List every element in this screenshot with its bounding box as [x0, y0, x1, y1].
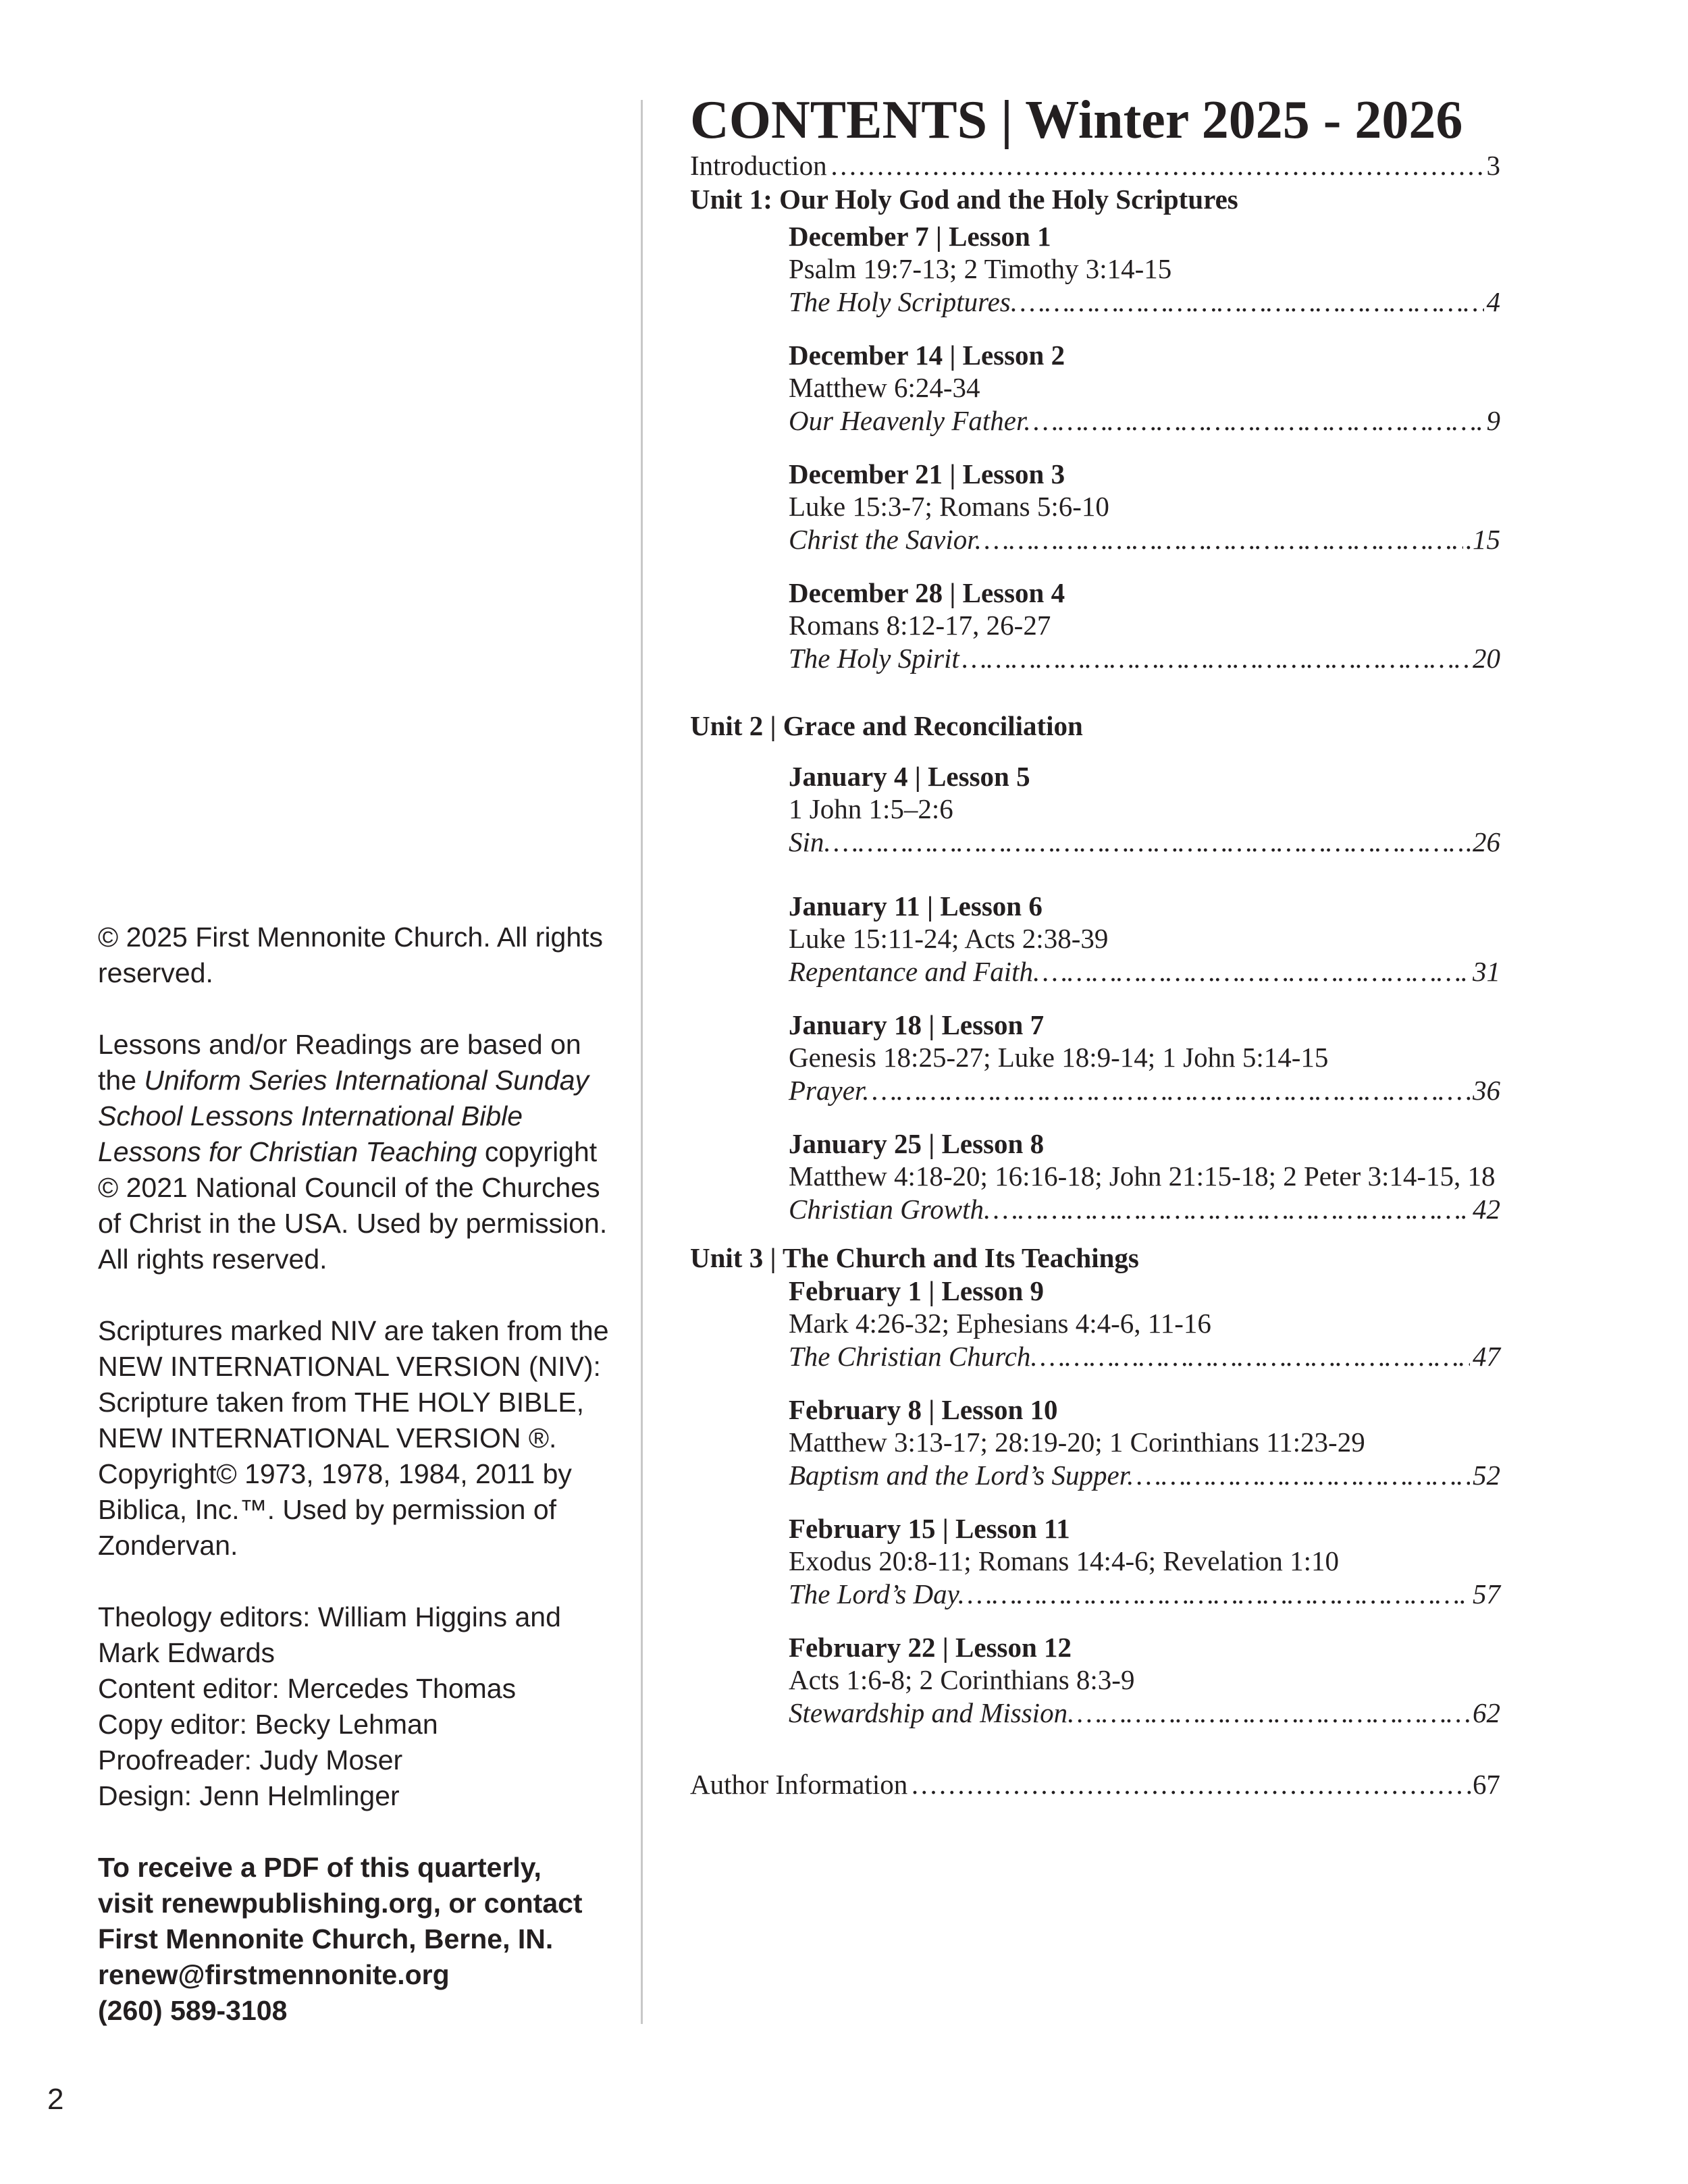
toc-label: Introduction — [690, 150, 827, 181]
unit-heading: Unit 3 | The Church and Its Teachings — [690, 1242, 1139, 1273]
credit-line: Design: Jenn Helmlinger — [98, 1780, 400, 1811]
lessons-note-series-title: Uniform Series International Sunday School Lessons International Bible Lessons for Christian Teaching — [98, 1065, 589, 1167]
toc-label: Author Information — [690, 1769, 908, 1800]
lesson-page: .15 — [1465, 524, 1500, 555]
lesson-title: The Holy Scriptures. — [789, 286, 1018, 317]
lesson-page: 20 — [1473, 643, 1500, 674]
lesson-heading: December 21 | Lesson 3 — [789, 458, 1065, 489]
toc-introduction — [690, 149, 1500, 182]
lesson-heading: February 15 | Lesson 11 — [789, 1513, 1070, 1544]
credit-line: Proofreader: Judy Moser — [98, 1744, 403, 1776]
lesson-page: 31 — [1473, 956, 1500, 987]
lesson-scripture: Psalm 19:7-13; 2 Timothy 3:14-15 — [789, 253, 1172, 284]
credit-line: Copy editor: Becky Lehman — [98, 1709, 438, 1740]
contact-info — [98, 1850, 611, 2029]
lesson-page: 47 — [1473, 1341, 1500, 1372]
page-number: 2 — [47, 2083, 64, 2116]
unit-heading: Unit 2 | Grace and Reconciliation — [690, 710, 1083, 741]
dot-leader — [872, 1074, 1463, 1107]
lesson-title-row — [789, 1697, 1500, 1730]
lesson-entry — [789, 760, 1500, 859]
lesson-entry — [789, 458, 1500, 556]
lesson-heading: December 28 | Lesson 4 — [789, 577, 1065, 608]
toc-page: 3 — [1486, 150, 1500, 181]
lesson-heading: January 4 | Lesson 5 — [789, 761, 1030, 792]
lesson-heading: January 18 | Lesson 7 — [789, 1009, 1045, 1040]
dot-leader — [1034, 404, 1484, 437]
lesson-page: .26 — [1465, 826, 1500, 857]
lesson-scripture: Acts 1:6-8; 2 Corinthians 8:3-9 — [789, 1664, 1135, 1695]
column-divider — [641, 100, 643, 2024]
lesson-title-row — [789, 1459, 1500, 1492]
lesson-entry — [789, 1127, 1500, 1226]
lesson-entry — [789, 577, 1500, 675]
dot-leader — [830, 149, 1484, 182]
lesson-title: Our Heavenly Father. — [789, 405, 1031, 436]
credit-line: Content editor: Mercedes Thomas — [98, 1673, 517, 1704]
dot-leader — [993, 1193, 1470, 1226]
lesson-page: 52 — [1473, 1460, 1500, 1491]
lesson-title: Christian Growth. — [789, 1194, 991, 1225]
lessons-note — [98, 1027, 611, 1277]
dot-leader — [962, 642, 1470, 675]
lesson-page: 62 — [1473, 1697, 1500, 1728]
lesson-heading: December 7 | Lesson 1 — [789, 221, 1051, 252]
niv-note: Scriptures marked NIV are taken from the NEW INTERNATIONAL VERSION (NIV): Scripture taken from THE HOLY BIBLE, NEW INTERNATIONAL VERSION ®. Copyright© 1973, 1978, 1984, 2011 by Biblica, Inc.™. Used by permission of Zondervan. — [98, 1315, 609, 1561]
lesson-title: Prayer. — [789, 1075, 870, 1106]
lesson-heading: February 8 | Lesson 10 — [789, 1394, 1058, 1425]
lesson-scripture: Luke 15:11-24; Acts 2:38-39 — [789, 923, 1109, 954]
lesson-title-row — [789, 1340, 1500, 1373]
lesson-entry — [789, 339, 1500, 437]
lesson-title: Christ the Savior. — [789, 524, 982, 555]
lesson-title: The Holy Spirit — [789, 643, 959, 674]
lesson-heading: January 25 | Lesson 8 — [789, 1128, 1045, 1159]
lesson-scripture: Matthew 3:13-17; 28:19-20; 1 Corinthians 11:23-29 — [789, 1427, 1365, 1458]
lesson-entry — [789, 1512, 1500, 1611]
dot-leader — [1043, 955, 1470, 988]
lesson-heading: February 22 | Lesson 12 — [789, 1632, 1072, 1663]
lesson-title-row — [789, 1193, 1500, 1226]
lesson-title-row — [789, 1578, 1500, 1611]
credit-line: Theology editors: William Higgins and Mark Edwards — [98, 1601, 561, 1668]
lessons-note-prefix: Lessons and/or Readings are based on the — [98, 1029, 581, 1096]
dot-leader — [968, 1578, 1470, 1611]
dot-leader — [1077, 1697, 1470, 1730]
lesson-page: .36 — [1465, 1075, 1500, 1106]
dot-leader — [1040, 1340, 1470, 1373]
lesson-scripture: 1 John 1:5–2:6 — [789, 793, 953, 824]
lesson-heading: January 11 | Lesson 6 — [789, 890, 1043, 922]
lesson-entry — [789, 1393, 1500, 1492]
lesson-title-row — [789, 523, 1500, 556]
lesson-scripture: Exodus 20:8-11; Romans 14:4-6; Revelation 1:10 — [789, 1545, 1339, 1576]
lesson-title: Repentance and Faith. — [789, 956, 1040, 987]
lesson-entry — [789, 1009, 1500, 1107]
lesson-title: Baptism and the Lord’s Supper. — [789, 1460, 1134, 1491]
credits — [98, 1599, 611, 1814]
lesson-scripture: Matthew 6:24-34 — [789, 372, 980, 403]
lesson-title-row — [789, 286, 1500, 319]
left-column — [98, 920, 611, 2065]
dot-leader — [834, 826, 1463, 859]
lesson-entry — [789, 1275, 1500, 1373]
lesson-page: 9 — [1486, 405, 1500, 436]
lesson-scripture: Matthew 4:18-20; 16:16-18; John 21:15-18; 2 Peter 3:14-15, 18 — [789, 1161, 1496, 1192]
lesson-page: 42 — [1473, 1194, 1500, 1225]
lesson-title: Stewardship and Mission. — [789, 1697, 1075, 1728]
contact-line: First Mennonite Church, Berne, IN. — [98, 1923, 554, 1954]
lesson-title-row — [789, 642, 1500, 675]
lesson-title-row — [789, 404, 1500, 437]
lesson-page: 4 — [1486, 286, 1500, 317]
lesson-title: The Christian Church. — [789, 1341, 1038, 1372]
dot-leader — [984, 523, 1463, 556]
lesson-page: 57 — [1473, 1578, 1500, 1609]
lesson-scripture: Mark 4:26-32; Ephesians 4:4-6, 11-16 — [789, 1308, 1211, 1339]
lesson-title: Sin. — [789, 826, 831, 857]
toc-author-information — [690, 1767, 1500, 1801]
lesson-entry — [789, 220, 1500, 319]
contact-line: renew@firstmennonite.org — [98, 1959, 450, 1990]
unit-heading: Unit 1: Our Holy God and the Holy Scriptures — [690, 184, 1238, 215]
lesson-heading: February 1 | Lesson 9 — [789, 1275, 1045, 1306]
dot-leader — [1136, 1459, 1470, 1492]
contact-line: visit renewpublishing.org, or contact — [98, 1888, 583, 1919]
contact-line: To receive a PDF of this quarterly, — [98, 1852, 542, 1883]
dot-leader — [1020, 286, 1484, 319]
dot-leader — [910, 1767, 1463, 1801]
lesson-scripture: Luke 15:3-7; Romans 5:6-10 — [789, 491, 1109, 522]
table-of-contents — [690, 149, 1500, 1801]
contents-title: CONTENTS | Winter 2025 - 2026 — [690, 90, 1463, 150]
lesson-title-row — [789, 955, 1500, 988]
contact-line: (260) 589-3108 — [98, 1995, 288, 2026]
lessons-note-suffix: copyright © 2021 National Council of the Churches of Christ in the USA. Used by permission. All rights reserved. — [98, 1136, 608, 1275]
lesson-title-row — [789, 826, 1500, 859]
lesson-entry — [789, 1631, 1500, 1730]
copyright-notice: © 2025 First Mennonite Church. All rights reserved. — [98, 922, 604, 988]
toc-page: .67 — [1465, 1769, 1500, 1800]
lesson-title-row — [789, 1074, 1500, 1107]
lesson-heading: December 14 | Lesson 2 — [789, 340, 1065, 371]
lesson-entry — [789, 890, 1500, 988]
lesson-scripture: Romans 8:12-17, 26-27 — [789, 610, 1051, 641]
lesson-scripture: Genesis 18:25-27; Luke 18:9-14; 1 John 5:14-15 — [789, 1042, 1329, 1073]
lesson-title: The Lord’s Day. — [789, 1578, 965, 1609]
